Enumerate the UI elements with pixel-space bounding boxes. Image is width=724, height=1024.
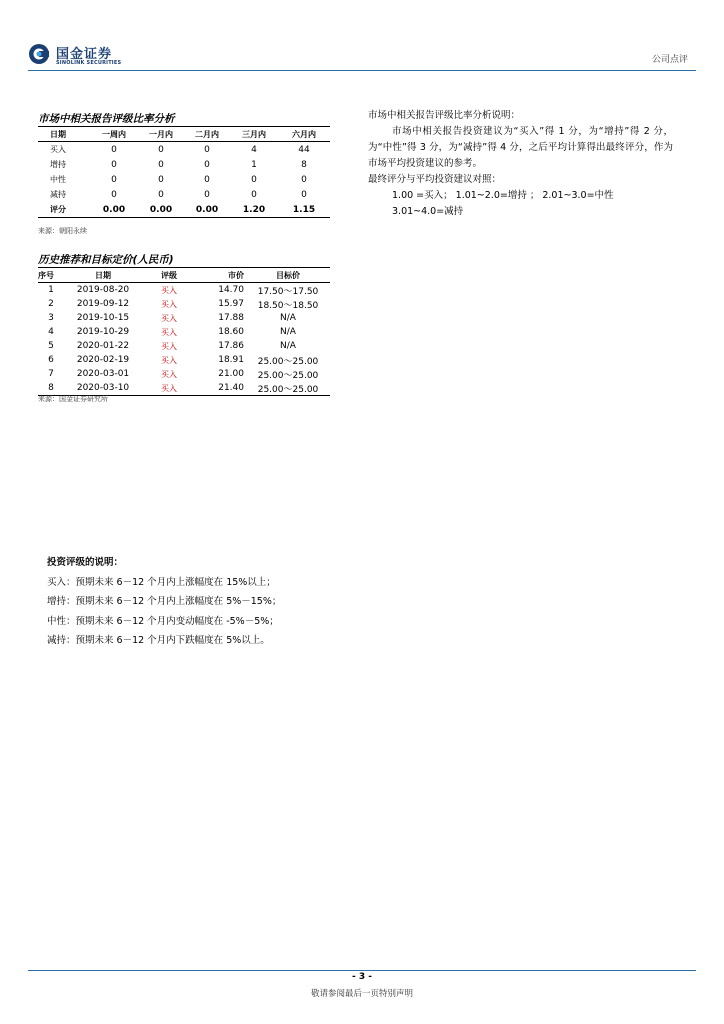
- column-header: 一月内: [149, 129, 173, 139]
- definition-item: 中性：预期未来 6－12 个月内变动幅度在 -5%－5%；: [47, 615, 279, 627]
- table-cell: 15.97: [218, 299, 244, 309]
- table-cell: 7: [48, 369, 54, 379]
- table-cell: 0: [158, 174, 164, 185]
- table-cell: 0: [111, 144, 117, 155]
- table-cell: 0: [301, 174, 307, 185]
- rating-ratio-table: [38, 126, 330, 218]
- table-cell: 0.00: [195, 204, 219, 215]
- explanation-paragraph: 市场中相关报告投资建议为“买入”得 1 分，为“增持”得 2 分，为“中性”得 3 分，为“减持”得 4 分，之后平均计算得出最终评分，作为市场平均投资建议的参考。: [368, 126, 673, 169]
- sinolink-logo-icon: [28, 43, 50, 65]
- page-number: - 3 -: [352, 972, 372, 982]
- table-cell: 18.60: [218, 327, 244, 337]
- table-cell: 25.00～25.00: [257, 370, 319, 381]
- report-type: 公司点评: [651, 55, 688, 65]
- table-cell: 0: [158, 189, 164, 200]
- column-header: 评级: [161, 270, 177, 280]
- table-cell: N/A: [280, 327, 296, 337]
- column-header: 三月内: [242, 129, 266, 139]
- column-header: 目标价: [276, 270, 300, 280]
- table-cell: 21.00: [218, 369, 244, 379]
- definition-item: 买入：预期未来 6－12 个月内上涨幅度在 15%以上；: [47, 576, 276, 588]
- table-cell: 0.00: [149, 204, 173, 215]
- table-header-row: [38, 268, 330, 283]
- definition-item: 减持：预期未来 6－12 个月内下跌幅度在 5%以上。: [47, 635, 270, 646]
- rating-cell: 买入: [161, 341, 177, 351]
- table-cell: 25.00～25.00: [257, 356, 319, 367]
- rating-explanation: [368, 108, 673, 220]
- mapping-line: 1.00 =买入； 1.01~2.0=增持 ； 2.01~3.0=中性: [392, 190, 614, 201]
- rating-cell: 买入: [161, 313, 177, 323]
- table-cell: 2020-01-22: [76, 341, 130, 351]
- logo-text-cn: 国金证券: [56, 47, 113, 62]
- table-cell: 2019-09-12: [76, 299, 130, 309]
- table-cell: 25.00～25.00: [257, 384, 319, 395]
- table-cell: 2: [48, 299, 54, 309]
- table-cell: 2020-03-01: [76, 369, 130, 379]
- rating-cell: 买入: [161, 355, 177, 365]
- table-row: [38, 311, 330, 325]
- table-cell: 1.15: [292, 204, 316, 215]
- table-row: [38, 325, 330, 339]
- rating-cell: 买入: [161, 369, 177, 379]
- table-row: [38, 367, 330, 381]
- row-label: 买入: [50, 145, 66, 154]
- table-cell: 0: [204, 159, 210, 170]
- table-row: [38, 353, 330, 367]
- rating-cell: 买入: [161, 383, 177, 393]
- definition-item: 增持：预期未来 6－12 个月内上涨幅度在 5%－15%；: [47, 596, 282, 607]
- row-label: 评分: [50, 205, 66, 214]
- score-row: [38, 202, 330, 218]
- table-cell: 0: [111, 174, 117, 185]
- column-header: 一周内: [102, 129, 126, 139]
- logo-text-en: SINOLINK SECURITIES: [56, 60, 122, 66]
- table-cell: 1.20: [242, 204, 266, 215]
- table-cell: 4: [48, 327, 54, 337]
- table-cell: 2020-02-19: [76, 355, 130, 365]
- table-row: [38, 187, 330, 202]
- footer-disclaimer: 敬请参阅最后一页特别声明: [310, 989, 413, 999]
- table-cell: N/A: [280, 313, 296, 323]
- table-cell: 8: [48, 383, 54, 393]
- table-cell: 2020-03-10: [76, 383, 130, 393]
- column-header: 六月内: [292, 129, 316, 139]
- table-row: [38, 157, 330, 172]
- table-cell: 21.40: [218, 383, 244, 393]
- table-cell: 1: [251, 159, 257, 170]
- table-cell: 8: [301, 159, 307, 170]
- table-row: [38, 172, 330, 187]
- table-header-row: [38, 127, 330, 142]
- table-cell: 17.50～17.50: [257, 286, 319, 297]
- table-cell: 2019-10-29: [76, 327, 130, 337]
- history-table-title: 历史推荐和目标定价(人民币): [38, 254, 174, 266]
- table-cell: 0: [111, 189, 117, 200]
- rating-definitions: [47, 553, 281, 651]
- header-divider: [28, 70, 696, 71]
- table-cell: 0: [158, 159, 164, 170]
- table-row: [38, 283, 330, 298]
- definitions-title: 投资评级的说明：: [47, 557, 124, 568]
- table-cell: 0: [204, 144, 210, 155]
- table-cell: 17.88: [218, 313, 244, 323]
- rating-table-title: 市场中相关报告评级比率分析: [38, 113, 175, 125]
- table-cell: 0: [204, 174, 210, 185]
- table-cell: 3: [48, 313, 54, 323]
- mapping-title: 最终评分与平均投资建议对照：: [368, 174, 502, 185]
- table-cell: 18.50～18.50: [257, 300, 319, 311]
- table-cell: 6: [48, 355, 54, 365]
- column-header: 二月内: [195, 129, 219, 139]
- table-cell: 4: [251, 144, 257, 155]
- history-table-source: 来源：国金证券研究所: [38, 395, 108, 403]
- column-header: 日期: [50, 129, 66, 139]
- table-cell: 14.70: [218, 285, 244, 295]
- table-cell: 18.91: [218, 355, 244, 365]
- column-header: 序号: [38, 270, 54, 280]
- table-cell: 0: [301, 189, 307, 200]
- row-label: 增持: [50, 160, 66, 169]
- table-cell: 2019-08-20: [76, 285, 130, 295]
- table-row: [38, 339, 330, 353]
- company-logo: [28, 41, 132, 69]
- footer-divider: [28, 970, 696, 971]
- rating-cell: 买入: [161, 285, 177, 295]
- rating-cell: 买入: [161, 327, 177, 337]
- table-cell: 44: [298, 144, 310, 155]
- table-cell: 5: [48, 341, 54, 351]
- table-cell: 0: [204, 189, 210, 200]
- rating-cell: 买入: [161, 299, 177, 309]
- row-label: 减持: [50, 190, 66, 199]
- table-cell: 17.86: [218, 341, 244, 351]
- column-header: 市价: [228, 270, 244, 280]
- mapping-line: 3.01~4.0=减持: [392, 206, 464, 217]
- rating-table-source: 来源：朝阳永续: [38, 227, 87, 235]
- table-cell: 0: [251, 189, 257, 200]
- table-cell: 0: [158, 144, 164, 155]
- table-row: [38, 297, 330, 311]
- table-cell: 2019-10-15: [76, 313, 130, 323]
- column-header: 日期: [95, 270, 111, 280]
- table-cell: 0.00: [102, 204, 126, 215]
- explanation-title: 市场中相关报告评级比率分析说明：: [368, 110, 521, 121]
- history-table: [38, 267, 330, 396]
- table-row: [38, 142, 330, 158]
- table-cell: 1: [48, 285, 54, 295]
- row-label: 中性: [50, 175, 66, 184]
- table-cell: 0: [251, 174, 257, 185]
- table-cell: N/A: [280, 341, 296, 351]
- table-cell: 0: [111, 159, 117, 170]
